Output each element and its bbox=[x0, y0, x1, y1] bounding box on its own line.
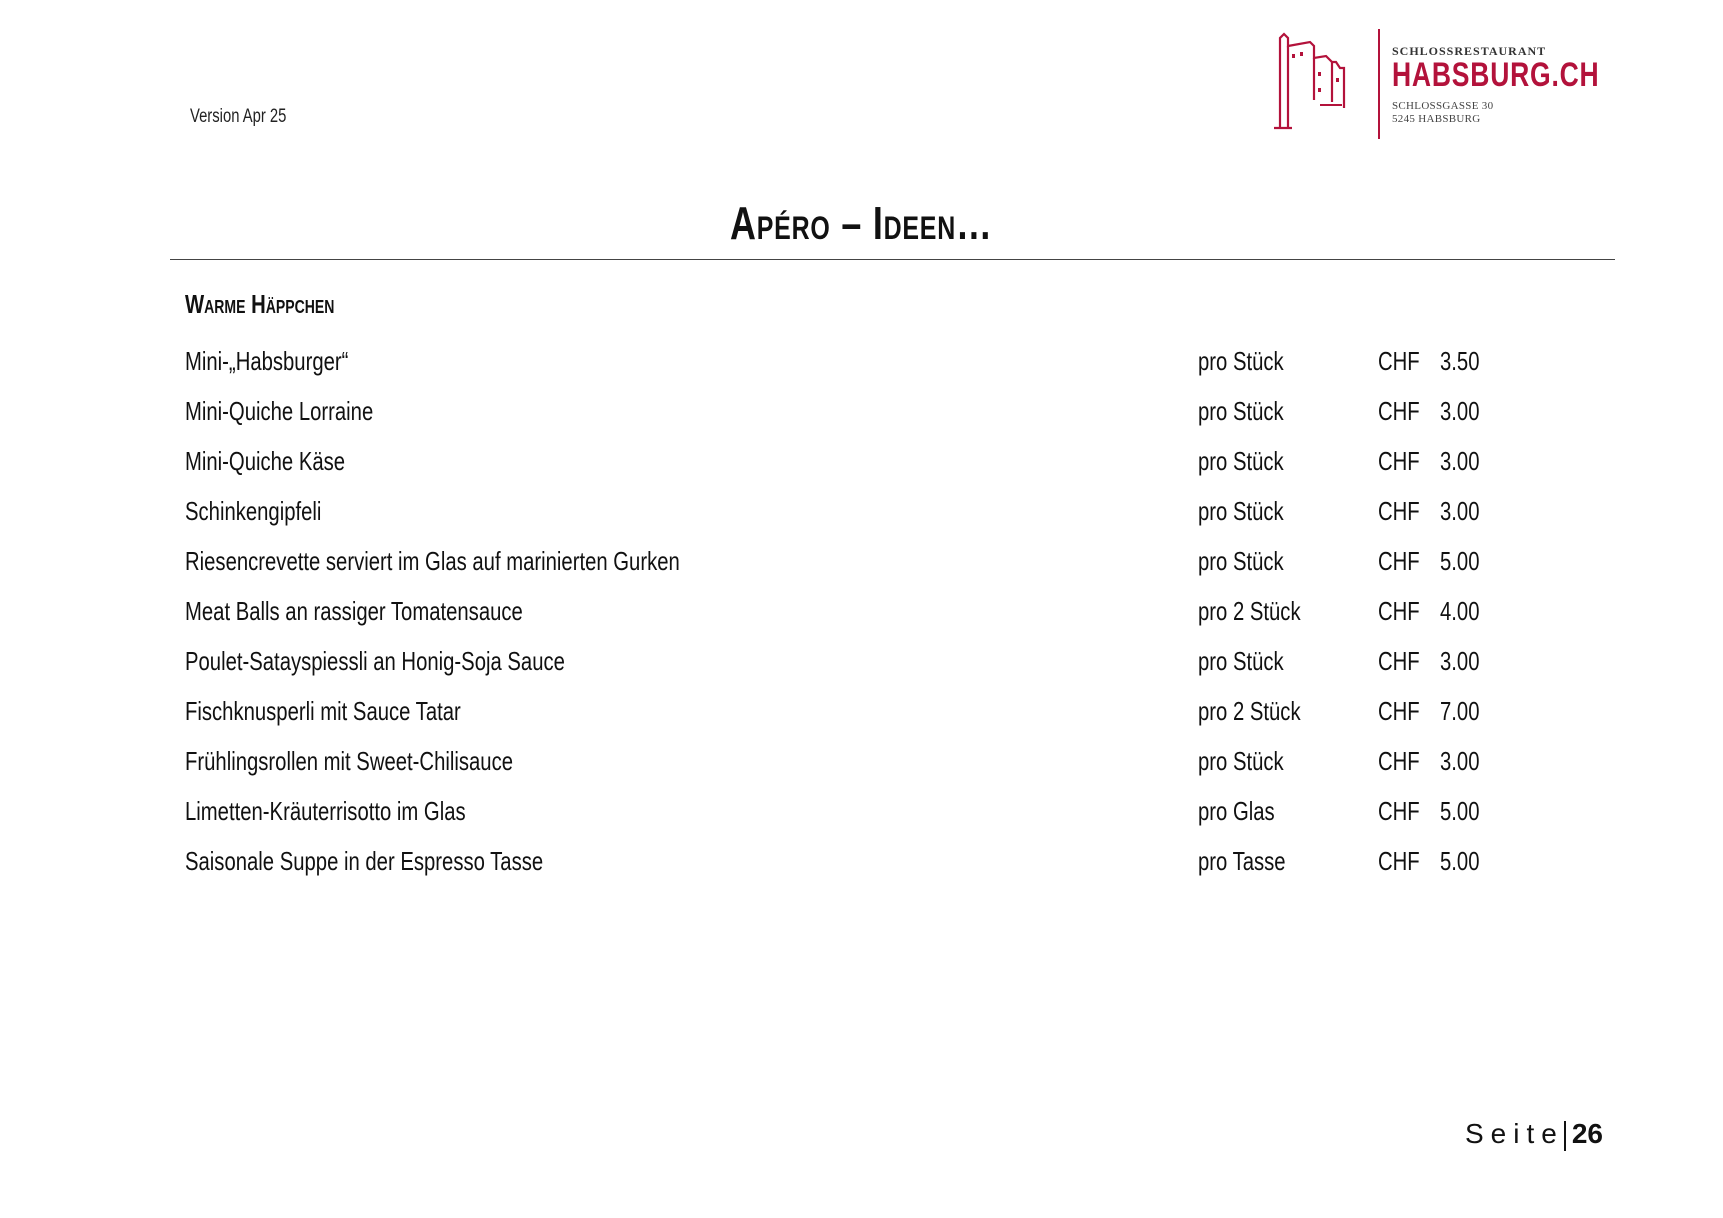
castle-icon bbox=[1270, 28, 1370, 138]
logo-divider bbox=[1378, 29, 1380, 139]
title-divider bbox=[170, 259, 1615, 260]
item-price: 3.00 bbox=[1440, 496, 1480, 526]
menu-item bbox=[185, 640, 1485, 690]
logo-address-street: SCHLOSSGASSE 30 bbox=[1392, 100, 1494, 112]
item-currency: CHF bbox=[1378, 696, 1420, 726]
item-price: 5.00 bbox=[1440, 546, 1480, 576]
section-title bbox=[185, 289, 377, 320]
logo-address-city: 5245 HABSBURG bbox=[1392, 113, 1481, 125]
item-price: 3.00 bbox=[1440, 446, 1480, 476]
item-unit: pro Stück bbox=[1198, 496, 1284, 526]
item-unit: pro Stück bbox=[1198, 346, 1284, 376]
item-currency: CHF bbox=[1378, 496, 1420, 526]
page-title-text: Apéro – Ideen… bbox=[730, 197, 993, 249]
item-name: Meat Balls an rassiger Tomatensauce bbox=[185, 596, 523, 626]
item-currency: CHF bbox=[1378, 546, 1420, 576]
item-unit: pro Stück bbox=[1198, 546, 1284, 576]
item-unit: pro 2 Stück bbox=[1198, 696, 1301, 726]
section-title-text: Warme Häppchen bbox=[185, 289, 335, 319]
menu-item bbox=[185, 690, 1485, 740]
menu-item bbox=[185, 390, 1485, 440]
menu-item bbox=[185, 740, 1485, 790]
menu-item bbox=[185, 790, 1485, 840]
menu-item bbox=[185, 540, 1485, 590]
item-price: 3.00 bbox=[1440, 646, 1480, 676]
menu-item bbox=[185, 490, 1485, 540]
item-currency: CHF bbox=[1378, 396, 1420, 426]
item-name: Schinkengipfeli bbox=[185, 496, 322, 526]
version-text: Version Apr 25 bbox=[190, 106, 287, 127]
item-unit: pro Glas bbox=[1198, 796, 1275, 826]
logo-name-text: HABSBURG.CH bbox=[1392, 56, 1600, 94]
item-unit: pro Stück bbox=[1198, 396, 1284, 426]
item-name: Riesencrevette serviert im Glas auf marinierten Gurken bbox=[185, 546, 680, 576]
menu-item bbox=[185, 440, 1485, 490]
page-footer bbox=[1465, 1118, 1603, 1151]
item-currency: CHF bbox=[1378, 846, 1420, 876]
item-price: 5.00 bbox=[1440, 846, 1480, 876]
item-name: Saisonale Suppe in der Espresso Tasse bbox=[185, 846, 544, 876]
item-name: Limetten-Kräuterrisotto im Glas bbox=[185, 796, 466, 826]
item-unit: pro Stück bbox=[1198, 646, 1284, 676]
page-separator bbox=[1564, 1121, 1566, 1151]
item-name: Poulet-Satayspiessli an Honig-Soja Sauce bbox=[185, 646, 565, 676]
item-unit: pro Tasse bbox=[1198, 846, 1286, 876]
menu-item bbox=[185, 840, 1485, 890]
item-price: 3.00 bbox=[1440, 746, 1480, 776]
menu-item bbox=[185, 590, 1485, 640]
item-name: Frühlingsrollen mit Sweet-Chilisauce bbox=[185, 746, 513, 776]
item-currency: CHF bbox=[1378, 646, 1420, 676]
item-currency: CHF bbox=[1378, 796, 1420, 826]
item-currency: CHF bbox=[1378, 446, 1420, 476]
item-unit: pro 2 Stück bbox=[1198, 596, 1301, 626]
item-currency: CHF bbox=[1378, 346, 1420, 376]
item-currency: CHF bbox=[1378, 596, 1420, 626]
item-name: Mini-„Habsburger“ bbox=[185, 346, 349, 376]
item-name: Mini-Quiche Käse bbox=[185, 446, 346, 476]
menu-item-list bbox=[185, 340, 1485, 890]
item-price: 4.00 bbox=[1440, 596, 1480, 626]
item-name: Mini-Quiche Lorraine bbox=[185, 396, 374, 426]
page-number: 26 bbox=[1571, 1118, 1603, 1149]
item-name: Fischknusperli mit Sauce Tatar bbox=[185, 696, 461, 726]
item-price: 3.00 bbox=[1440, 396, 1480, 426]
item-unit: pro Stück bbox=[1198, 446, 1284, 476]
item-unit: pro Stück bbox=[1198, 746, 1284, 776]
item-price: 3.50 bbox=[1440, 346, 1480, 376]
item-currency: CHF bbox=[1378, 746, 1420, 776]
page-label: Seite bbox=[1465, 1118, 1564, 1149]
item-price: 5.00 bbox=[1440, 796, 1480, 826]
page-title bbox=[0, 196, 1723, 250]
item-price: 7.00 bbox=[1440, 696, 1480, 726]
menu-item bbox=[185, 340, 1485, 390]
version-label bbox=[190, 106, 314, 128]
logo-subtitle: SCHLOSSRESTAURANT bbox=[1392, 44, 1547, 58]
logo-name bbox=[1392, 56, 1658, 95]
restaurant-logo bbox=[1270, 26, 1610, 144]
